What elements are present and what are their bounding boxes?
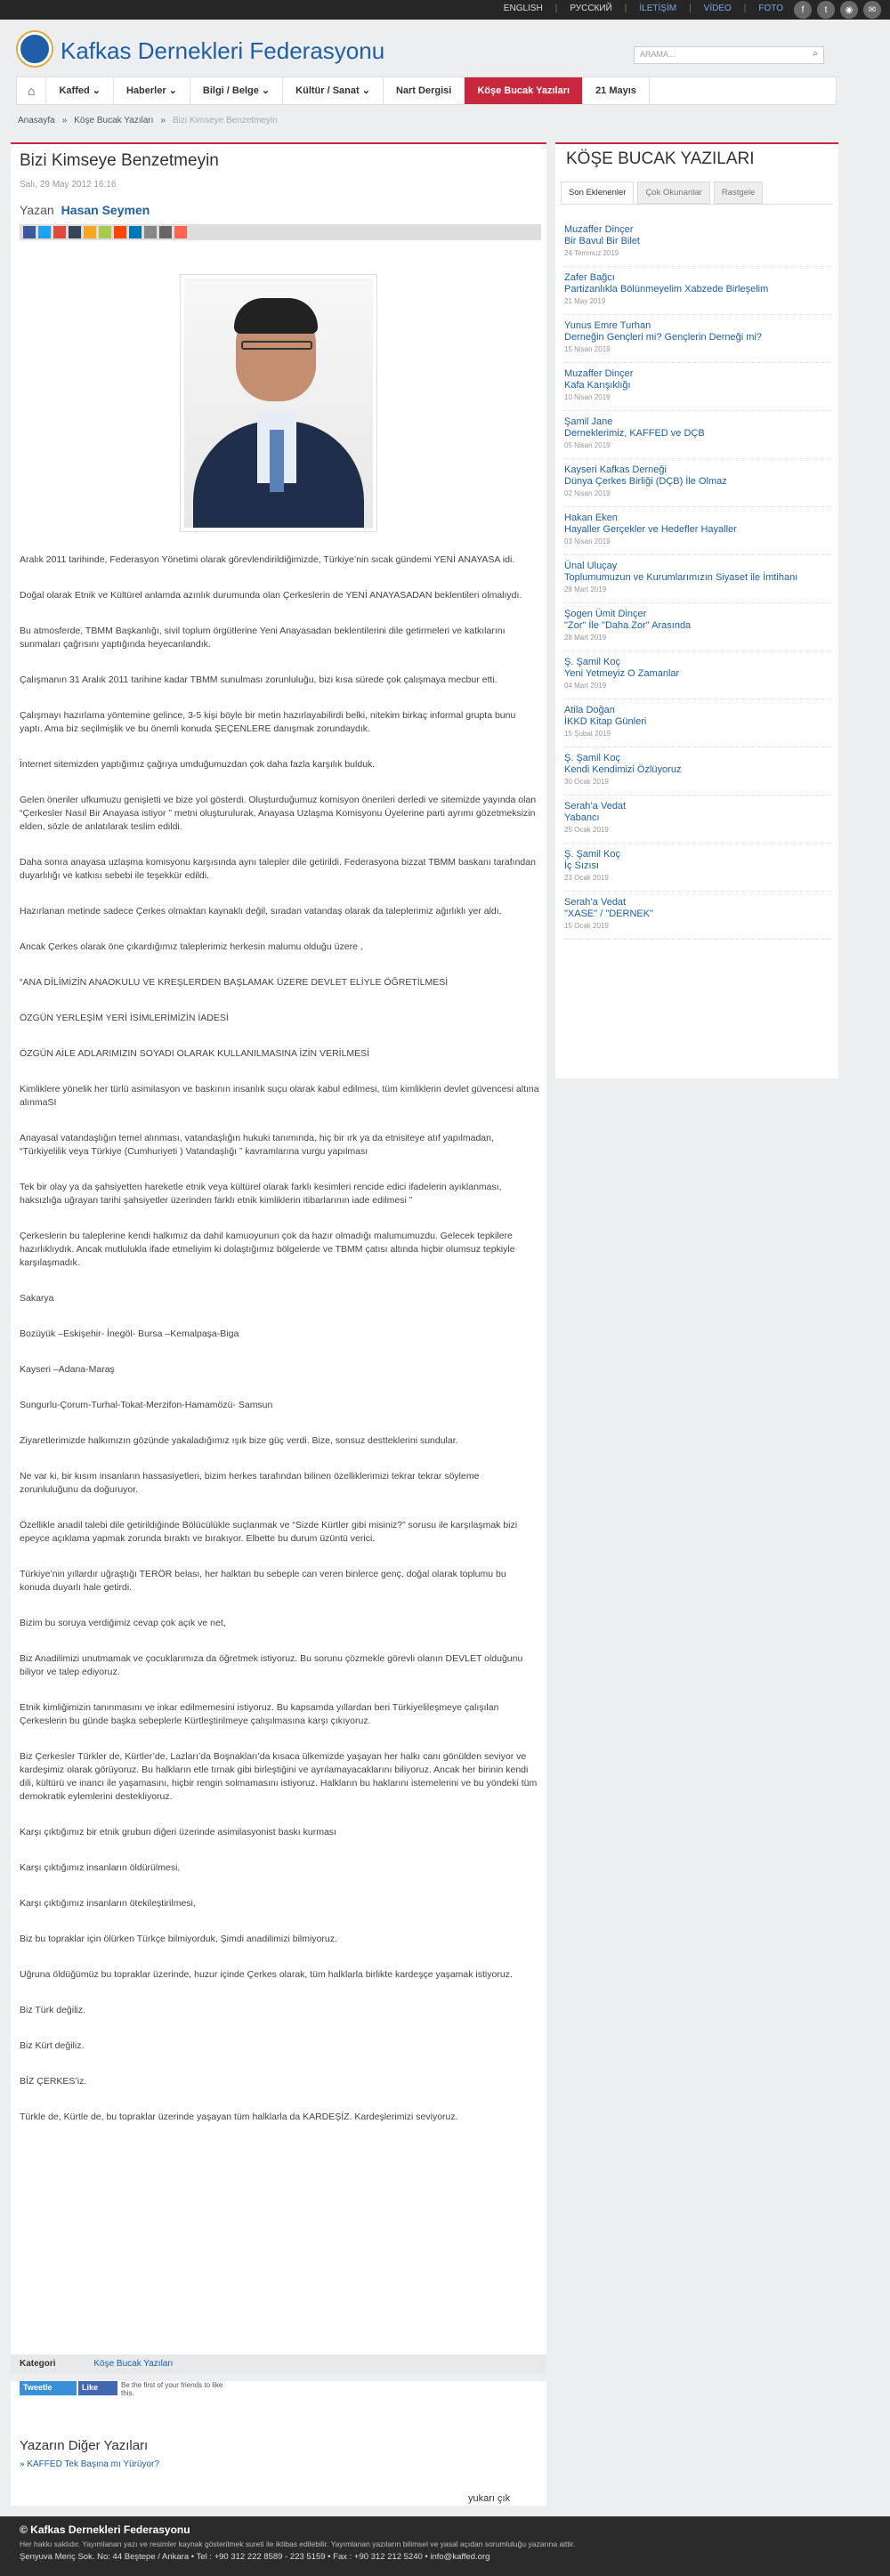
article-paragraph: Anayasal vatandaşlığın temel alınması, vatandaşlığın hukuki tanımında, hiç bir ırk ya da etnisiteye atıf yapılmadan, “Türkiyelilik veya Türkiye (Cumhuriyeti ) Vatandaşlığı ” kavramlarına vurgu yapılması (20, 1133, 494, 1157)
logo-icon[interactable] (18, 32, 52, 66)
sidebar (555, 142, 838, 1078)
article-paragraph: Çalışmanın 31 Aralık 2011 tarihine kadar TBMM sunulması zorunluluğu, bizi kısa sürede çok çalışmaya mecbur etti. (20, 674, 498, 685)
item-author[interactable]: Ş. Şamil Koç (564, 657, 620, 667)
link-photo[interactable]: FOTO (758, 4, 783, 13)
article-paragraph: Ne var ki, bir kısım insanların hassasiyetleri, bizim herkes tarafından bilinen özelliklerimizi tekrar tekrar söyleme zorunluluğunu da doğuruyor. (20, 1471, 480, 1495)
item-title[interactable]: Derneklerimiz, KAFFED ve DÇB (564, 428, 705, 439)
home-icon[interactable]: ⌂ (17, 77, 46, 104)
item-author[interactable]: Hakan Eken (564, 513, 618, 523)
author-photo (180, 274, 377, 532)
sidebar-list-item[interactable] (564, 609, 831, 651)
article-paragraph: Biz bu topraklar için ölürken Türkçe bilmiyorduk, Şimdi anadilimizi bilmiyoruz. (20, 1934, 337, 1944)
article-paragraph: Kayseri –Adana-Maraş (20, 1364, 115, 1375)
google-share-icon[interactable] (53, 226, 66, 238)
link-video[interactable]: VİDEO (703, 4, 732, 13)
nav-item-haberler[interactable]: Haberler ⌄ (114, 77, 190, 104)
article-paragraph: Karşı çıktığımız bir etnik grubun diğeri üzerinde asimilasyonist baskı kurması (20, 1827, 336, 1837)
main-nav (16, 77, 837, 105)
article-paragraph: Doğal olarak Etnik ve Kültürel anlamda azınlık durumunda olan Çerkeslerin de YENİ ANAYASADAN beklentileri olmalıydı. (20, 590, 522, 601)
article-date: Salı, 29 May 2012 16:16 (20, 180, 117, 190)
item-author[interactable]: Atila Doğan (564, 705, 615, 715)
footer-notice: Her hakkı saklıdır. Yayımlanan yazı ve resimler kaynak gösterilmek sureti ile iktibas edilebilir. Yayımlanan yazıların bilimsel ve yasal açıdan sorumluluğu yazarına aittir. (20, 2540, 576, 2548)
item-author[interactable]: Şogen Ümit Dinçer (564, 609, 647, 619)
article-paragraph: Hazırlanan metinde sadece Çerkes olmaktan kaynaklı değil, sıradan vatandaş olarak da taleplerimiz ağırlıklı yer aldı. (20, 906, 502, 917)
top-bar (0, 0, 890, 20)
sidebar-list-item[interactable] (564, 801, 831, 844)
sidebar-list-item[interactable] (564, 753, 831, 795)
item-author[interactable]: Muzaffer Dinçer (564, 224, 634, 235)
nav-item-nart-dergisi[interactable]: Nart Dergisi (384, 77, 465, 104)
item-author[interactable]: Serah’a Vedat (564, 897, 627, 908)
sidebar-list-item[interactable] (564, 657, 831, 699)
sidebar-heading: KÖŞE BUCAK YAZILARI (566, 149, 755, 168)
sidebar-list-item[interactable] (564, 849, 831, 892)
article-paragraph: Ancak Çerkes olarak öne çıkardığımız taleplerimiz herkesin malumu olduğu üzere , (20, 941, 363, 952)
item-date: 28 Mart 2019 (564, 585, 607, 594)
article-paragraph: Karşı çıktığımız insanların ötekileştirilmesi, (20, 1898, 196, 1909)
item-date: 04 Mart 2019 (564, 682, 607, 690)
twitter-share-icon[interactable] (38, 226, 51, 238)
item-title[interactable]: İç Sızısı (564, 860, 600, 871)
separator: | (743, 4, 747, 13)
link-contact[interactable]: İLETİŞİM (639, 4, 677, 13)
item-date: 10 Nisan 2019 (564, 393, 611, 401)
article-paragraph: Türkiye’nin yıllardır uğraştığı TERÖR belası, her halktan bu sebeple can veren binlerce genç, doğal olarak toplumu bu konuda duyarlı hale getirdi. (20, 1569, 506, 1593)
category-label: Kategori (20, 2359, 56, 2369)
sidebar-list-item[interactable] (564, 705, 831, 747)
item-author[interactable]: Muzaffer Dinçer (564, 368, 634, 379)
article-paragraph: Gelen öneriler ufkumuzu genişletti ve bize yol gösterdi. Oluşturduğumuz komisyon önerileri derledi ve sitemizde yayında olan “Çerkesler Nasıl Bir Anayasa istiyor ” metni oluşturulurak, Anayasa Uzlaşma Komisyonu Üyelerine parti ayrımı gözetmeksizin elden, sözle de anlatılarak teslim edildi. (20, 795, 537, 832)
linkedin-share-icon[interactable] (129, 226, 142, 238)
item-author[interactable]: Kayseri Kafkas Derneği (564, 464, 667, 475)
sidebar-list-item[interactable] (564, 464, 831, 507)
item-title[interactable]: Hayaller Gerçekler ve Hedefler Hayaller (564, 524, 737, 535)
article-paragraph: Bu atmosferde, TBMM Başkanlığı, sivil toplum örgütlerine Yeni Anayasadan beklentilerini dile getirmeleri ve katkılarını sunmaları çağrısını yaptığında heyecanlandık. (20, 626, 506, 650)
article-paragraph: BİZ ÇERKES’iz. (20, 2076, 87, 2087)
item-date: 24 Temmuz 2019 (564, 249, 619, 257)
chevron-right-icon: » (160, 116, 166, 125)
nav-item-kaffed[interactable]: Kaffed ⌄ (46, 77, 114, 104)
article-body (20, 553, 539, 2146)
article-paragraph: Biz Kürt değiliz. (20, 2040, 85, 2051)
article-paragraph: Aralık 2011 tarihinde, Federasyon Yönetimi olarak görevlendirildiğimizde, Türkiye’nin sıcak gündemi YENİ ANAYASA idi. (20, 554, 515, 565)
item-author[interactable]: Serah’a Vedat (564, 801, 627, 812)
article-title: Bizi Kimseye Benzetmeyin (20, 151, 219, 170)
breadcrumb-category[interactable]: Köşe Bucak Yazıları (74, 116, 154, 125)
item-author[interactable]: Zafer Bağcı (564, 272, 615, 283)
sidebar-list-item[interactable] (564, 513, 831, 555)
item-title[interactable]: "XASE" / "DERNEK" (564, 908, 653, 919)
back-to-top-link[interactable]: yukarı çık (468, 2493, 511, 2504)
item-author[interactable]: Şamil Jane (564, 416, 613, 427)
article-author: Yazan Hasan Seymen (20, 203, 150, 217)
separator: | (689, 4, 692, 13)
search-placeholder: ARAMA... (640, 50, 676, 59)
item-title[interactable]: İKKD Kitap Günleri (564, 716, 647, 727)
article-paragraph: Tek bir olay ya da şahsiyetten hareketle etnik veya kültürel olarak farklı kesimleri rencide edici ifadelerin ayıklanması, haksızlığa uğrayan tarihi şahsiyetler üzerinden farklı etnik kimliklerin itibarlarının iade edilmesi ” (20, 1182, 502, 1206)
tweet-button[interactable]: Tweetle (20, 2381, 77, 2395)
sidebar-list-item[interactable] (564, 320, 831, 363)
sidebar-list-item[interactable] (564, 897, 831, 940)
item-author[interactable]: Ünal Uluçay (564, 561, 618, 571)
link-english[interactable]: ENGLISH (503, 4, 543, 13)
tab-most-read[interactable]: Çok Okunanlar (637, 182, 709, 204)
item-date: 25 Ocak 2019 (564, 826, 609, 834)
facebook-icon[interactable]: f (794, 1, 812, 19)
header (0, 20, 890, 73)
item-title[interactable]: Toplumumuzun ve Kurumlarımızın Siyaset ile İmtihanı (564, 572, 798, 583)
reddit-share-icon[interactable] (114, 226, 126, 238)
article-paragraph: İnternet sitemizden yaptığımız çağrıya umduğumuzdan çok daha fazla karşılık bulduk. (20, 759, 376, 770)
article-footer (11, 2381, 546, 2506)
article-paragraph: Kimliklere yönelik her türlü asimilasyon ve baskının insanlık suçu olarak kabul edilmesi, tüm kimliklerin devlet güvencesi altına alınmaSI (20, 1084, 539, 1108)
article-paragraph: Bizim bu soruya verdiğimiz cevap çok açık ve net, (20, 1618, 226, 1628)
item-author[interactable]: Ş. Şamil Koç (564, 753, 620, 763)
category-bar (11, 2354, 546, 2374)
article-paragraph: Çerkeslerin bu taleplerine kendi halkımız da dahil kamuoyunun çok da hazır olmadığı malumumuzdu. Gelecek tepkilere hazırlıklıydık. Ancak mutlulukla ifade etmeliyim ki dolaştığımız bölgelerde ve TBMM çatısı altında hiçbir olumsuz tepkiyle karşılaşmadık. (20, 1231, 515, 1268)
footer-copyright: © Kafkas Dernekleri Federasyonu (20, 2524, 190, 2536)
item-author[interactable]: Ş. Şamil Koç (564, 849, 620, 860)
more-share-icon[interactable] (174, 226, 187, 238)
item-date: 30 Ocak 2019 (564, 778, 609, 786)
footer (0, 2516, 890, 2576)
tab-latest[interactable]: Son Eklenenler (561, 182, 634, 204)
email-share-icon[interactable] (144, 226, 157, 238)
item-author[interactable]: Yunus Emre Turhan (564, 320, 651, 331)
sidebar-list-item[interactable] (564, 561, 831, 603)
print-share-icon[interactable] (159, 226, 172, 238)
breadcrumb (18, 116, 278, 125)
article-paragraph: Daha sonra anayasa uzlaşma komisyonu karşısında aynı talepler dile getirildi. Federasyona bizzat TBMM baskanı tarafından duyarlılığı ve katkısı sebebi ile teşekkür edildi. (20, 857, 536, 881)
nav-item-bilgi-belge[interactable]: Bilgi / Belge ⌄ (190, 77, 283, 104)
nav-item-kultur-sanat[interactable]: Kültür / Sanat ⌄ (283, 77, 384, 104)
chevron-right-icon: » (61, 116, 68, 125)
other-articles-heading: Yazarın Diğer Yazıları (20, 2438, 149, 2453)
item-title[interactable]: Bir Bavul Bir Bilet (564, 236, 640, 246)
mail-icon[interactable]: ✉ (863, 1, 881, 19)
article-paragraph: ÖZGÜN YERLEŞİM YERİ İSİMLERİMİZİN İADESİ (20, 1013, 229, 1023)
item-title[interactable]: "Zor" İle "Daha Zor" Arasında (564, 620, 692, 631)
article-paragraph: Biz Anadilimizi unutmamak ve çocuklarımıza da öğretmek istiyoruz. Bu sorunu çözmekle görevli olanın DEVLET olduğunu biliyor ve talep ediyoruz. (20, 1653, 523, 1677)
other-article-link[interactable]: » KAFFED Tek Başına mı Yürüyor? (20, 2459, 159, 2469)
article-paragraph: Özellikle anadil talebi dile getirildiğinde Bölücülükle suçlanmak ve “Sizde Kürtler gibi misiniz?” sorusu ile karşılaşmak bizi epeyce açıklama yapmak zorunda bıraktı ve bırakıyor. Elbette bu durum üzüntü verici. (20, 1520, 518, 1544)
item-title[interactable]: Yabancı (564, 812, 600, 823)
tab-random[interactable]: Rastgele (714, 182, 764, 204)
article-paragraph: Etnik kimliğimizin tanınmasını ve inkar edilmemesini istiyoruz. Bu kapsamda yıllardan beri Türkiyelileşmeye çalışılan Çerkeslerin bu günde başka sebeplerle Kürtleştirilmeye çalışılmasına karşı çıkıyoruz. (20, 1702, 499, 1726)
sidebar-list-item[interactable] (564, 272, 831, 315)
item-date: 28 Mart 2019 (564, 634, 607, 642)
article-paragraph: Sungurlu-Çorum-Turhal-Tokat-Merzifon-Hamamözü- Samsun (20, 1400, 273, 1410)
item-date: 15 Şubat 2019 (564, 730, 611, 738)
sidebar-list (564, 224, 831, 945)
separator: | (624, 4, 627, 13)
article-paragraph: Çalışmayı hazırlama yöntemine gelince, 3-5 kişi böyle bir metin hazırlayabilirdi belki, nitekim birkaç informal grupta bunu yaptı. Ama biz seçilmişlik ve bu önemli konuda ŞEÇENLERE danışmak zorundaydık. (20, 710, 516, 734)
sidebar-tabs (561, 182, 833, 205)
article-paragraph: ÖZGÜN AİLE ADLARIMIZIN SOYADI OLARAK KULLANILMASINA İZİN VERİLMESİ (20, 1048, 370, 1059)
stumble-share-icon[interactable] (99, 226, 111, 238)
rss-icon[interactable]: ◉ (840, 1, 858, 19)
facebook-share-icon[interactable] (23, 226, 36, 238)
sidebar-list-item[interactable] (564, 368, 831, 411)
item-date: 15 Ocak 2019 (564, 922, 609, 930)
article-paragraph: Biz Türk değiliz. (20, 2005, 85, 2015)
category-link[interactable]: Köşe Bucak Yazıları (93, 2359, 174, 2369)
author-link[interactable]: Hasan Seymen (61, 203, 150, 217)
site-title[interactable]: Kafkas Dernekleri Federasyonu (61, 37, 385, 64)
facebook-like-button[interactable]: Like (78, 2381, 117, 2395)
twitter-icon[interactable]: t (817, 1, 835, 19)
link-russian[interactable]: РУССКИЙ (570, 4, 612, 13)
tumblr-share-icon[interactable] (69, 226, 81, 238)
item-title[interactable]: Kendi Kendimizi Özlüyoruz (564, 764, 682, 775)
sidebar-list-item[interactable] (564, 416, 831, 459)
item-date: 02 Nisan 2019 (564, 489, 611, 497)
item-date: 23 Ocak 2019 (564, 874, 609, 882)
article-paragraph: Sakarya (20, 1293, 54, 1304)
article-paragraph: Biz Çerkesler Türkler de, Kürtler’de, Lazları’da Boşnakları’da kısaca ülkemizde yaşayan her halkı canı gönülden seviyor ve kardeşimiz olarak görüyoruz. Bu halkların etle tırnak gibi birleştiğini ve ayrılamayacaklarını biliyoruz. Ancak her birinin kendi dili, kültürü ve inancı ile yaşamasını, hiçbir rengin solmamasını istiyoruz. Halkların bu haklarını istemelerini ve bu yöndeki tüm demokratik eylemlerini destekliyoruz. (20, 1751, 538, 1802)
nav-item-21-mayis[interactable]: 21 Mayıs (583, 77, 650, 104)
footer-address: Şenyuva Meriç Sok. No: 44 Beştepe / Ankara • Tel : +90 312 222 8589 - 223 5159 • Fax : +90 312 212 5240 • info@kaffed.org (20, 2552, 490, 2562)
breadcrumb-current: Bizi Kimseye Benzetmeyin (172, 116, 278, 125)
like-text: Be the first of your friends to like this. (121, 2381, 223, 2397)
item-title[interactable]: Kafa Karışıklığı (564, 380, 631, 391)
item-date: 05 Nisan 2019 (564, 441, 611, 449)
top-links (504, 4, 783, 13)
search-input[interactable] (634, 46, 824, 64)
bookmark-share-icon[interactable] (84, 226, 96, 238)
article-paragraph: Bozüyük –Eskişehir- İnegöl- Bursa –Kemalpaşa-Biga (20, 1328, 239, 1339)
item-date: 21 May 2019 (564, 297, 606, 305)
item-title[interactable]: Derneğin Gençleri mi? Gençlerin Derneği mi? (564, 332, 762, 343)
share-toolbar (20, 224, 541, 240)
article-paragraph: Karşı çıktığımız insanların öldürülmesi, (20, 1862, 181, 1873)
search-icon[interactable]: ⌕ (813, 49, 818, 59)
separator: | (554, 4, 558, 13)
article-paragraph: Ziyaretlerimizde halkımızın gözünde yakaladığımız ışık bize güç verdi. Bize, sonsuz destteklerini sundular. (20, 1435, 458, 1446)
article-paragraph: “ANA DİLİMİZİN ANAOKULU VE KREŞLERDEN BAŞLAMAK ÜZERE DEVLET ELİYLE ÖĞRETİLMESİ (20, 977, 449, 988)
item-title[interactable]: Yeni Yetmeyiz O Zamanlar (564, 668, 680, 679)
article-paragraph: Uğruna öldüğümüz bu topraklar üzerinde, huzur içinde Çerkes olarak, tüm halklarla birlikte kardeşçe yaşamak istiyoruz. (20, 1969, 513, 1980)
article-paragraph: Türkle de, Kürtle de, bu topraklar üzerinde yaşayan tüm halklarla da KARDEŞİZ. Kardeşlerimizi seviyoruz. (20, 2112, 458, 2122)
item-title[interactable]: Dünya Çerkes Birliği (DÇB) İle Olmaz (564, 476, 727, 487)
item-date: 03 Nisan 2019 (564, 537, 611, 545)
breadcrumb-home[interactable]: Anasayfa (18, 116, 55, 125)
article-panel (11, 142, 546, 2367)
nav-item-kose-bucak[interactable]: Köşe Bucak Yazıları (465, 77, 583, 104)
item-title[interactable]: Partizanlıkla Bölünmeyelim Xabzede Birleşelim (564, 284, 769, 295)
item-date: 15 Nisan 2019 (564, 345, 611, 353)
social-links (794, 0, 881, 19)
sidebar-list-item[interactable] (564, 224, 831, 267)
